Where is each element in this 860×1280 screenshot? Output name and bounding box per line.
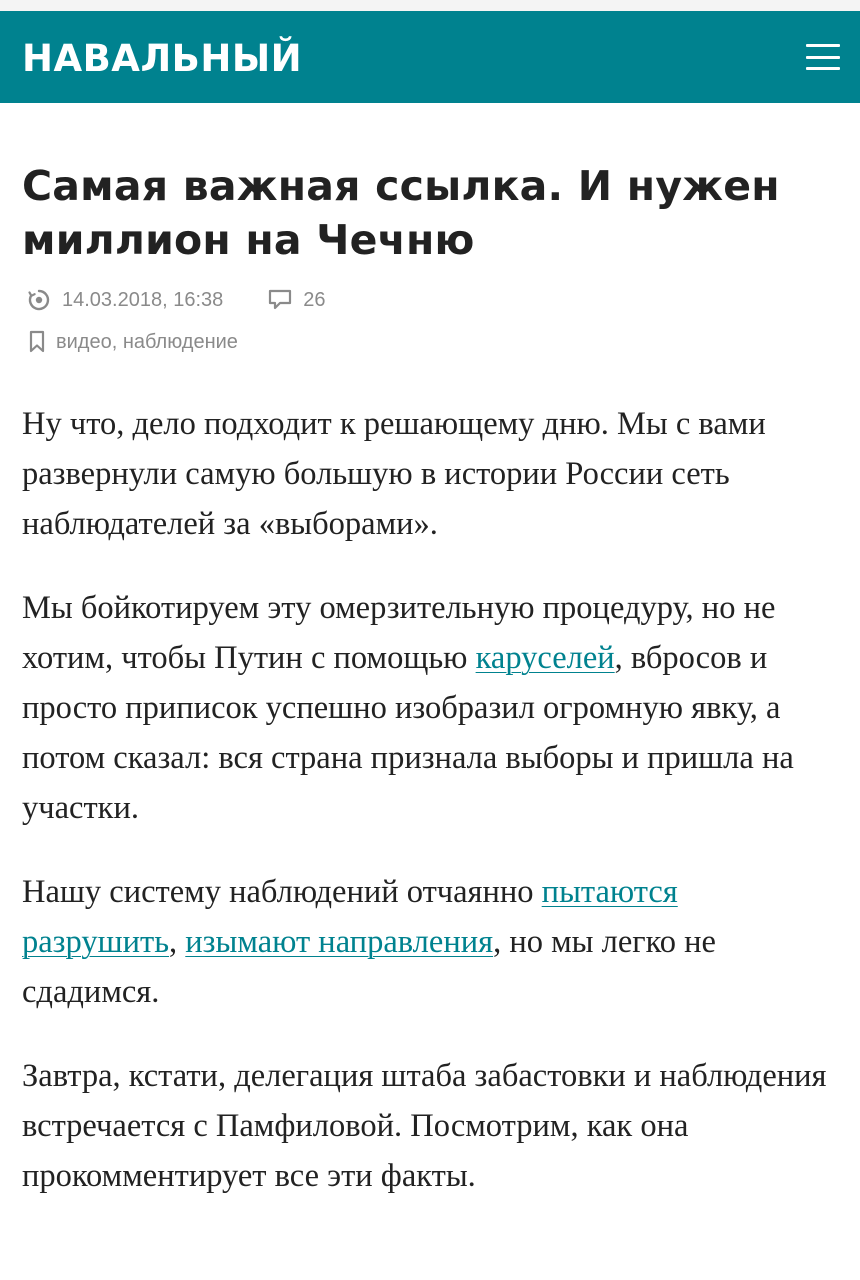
- seize-directions-link[interactable]: изымают направления: [185, 924, 494, 960]
- paragraph-3: [22, 867, 838, 1017]
- paragraph-2: [22, 583, 838, 833]
- article-tags[interactable]: видео, наблюдение: [56, 330, 238, 353]
- paragraph-2-text-a: Мы бойкотируем эту омерзительную процедуру, но не хотим, чтобы Путин с помощью: [22, 590, 776, 676]
- paragraph-3-text-a: Нашу систему наблюдений отчаянно: [22, 874, 542, 910]
- article-body: [22, 399, 838, 1201]
- article-meta: [22, 285, 838, 357]
- article: [0, 159, 860, 1201]
- comments-link[interactable]: [263, 287, 325, 313]
- menu-bar: [806, 44, 840, 47]
- article-title: Самая важная ссылка. И нужен миллион на Чечню: [22, 162, 780, 264]
- bookmark-icon: [24, 329, 50, 355]
- paragraph-3-text-b: , но мы легко не сдадимся.: [22, 924, 716, 1010]
- paragraph-4: Завтра, кстати, делегация штаба забастовки и наблюдения встречается с Памфиловой. Посмотрим, как она прокомментирует все эти факты.: [22, 1058, 827, 1194]
- paragraph-1: Ну что, дело подходит к решающему дню. Мы с вами развернули самую большую в истории России сеть наблюдателей за «выборами».: [22, 406, 766, 542]
- menu-bar: [806, 67, 840, 70]
- carousels-link[interactable]: каруселей: [475, 640, 615, 676]
- status-strip: [0, 0, 860, 11]
- comment-icon: [267, 287, 293, 313]
- comments-count: 26: [303, 288, 326, 311]
- menu-bar: [806, 56, 840, 59]
- paragraph-3-separator: ,: [169, 924, 186, 960]
- article-date: 14.03.2018, 16:38: [62, 288, 224, 311]
- hamburger-menu-icon[interactable]: [806, 44, 840, 70]
- site-logo[interactable]: НАВАЛЬНЫЙ: [22, 36, 303, 80]
- site-header: [0, 11, 860, 103]
- trying-to-destroy-link[interactable]: пытаются разрушить: [22, 874, 678, 960]
- clock-icon: [26, 287, 52, 313]
- paragraph-2-text-b: , вбросов и просто приписок успешно изобразил огромную явку, а потом сказал: вся страна признала выборы и пришла на участки.: [22, 640, 794, 826]
